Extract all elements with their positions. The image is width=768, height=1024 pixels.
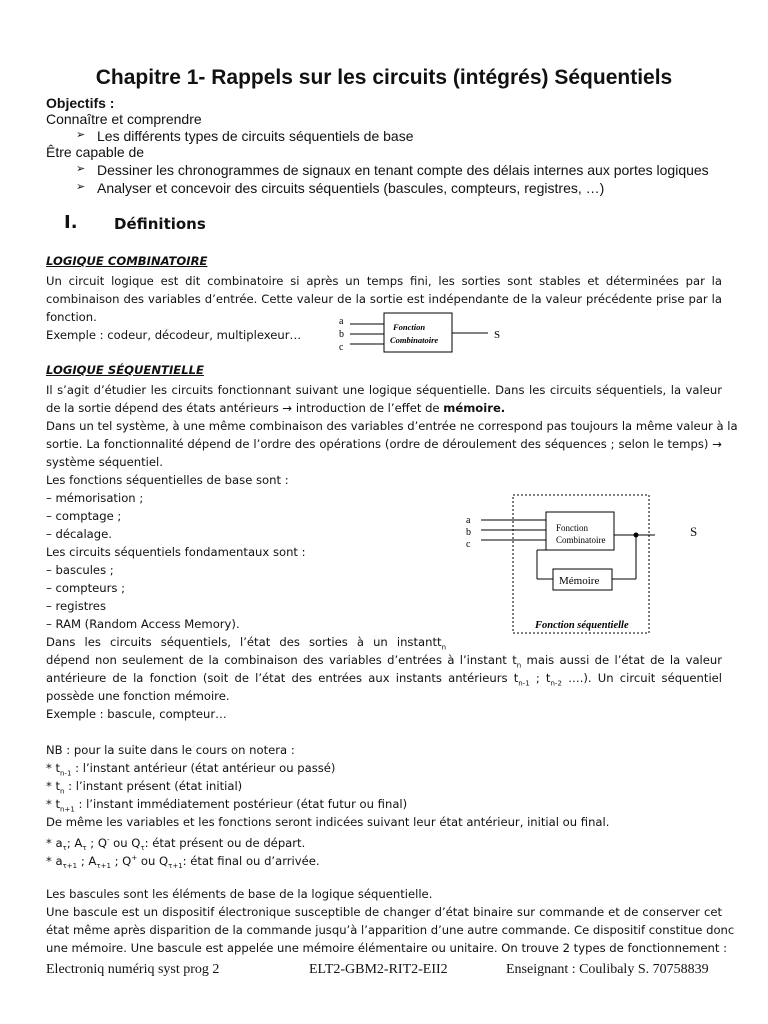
text-line [46,633,446,651]
box-label: Combinatoire [390,335,439,345]
list-line: Les circuits séquentiels fondamentaux sont : [46,545,306,559]
list-line: – compteurs ; [46,581,126,595]
diagram-caption: Fonction séquentielle [535,620,629,631]
text-span: dépend non seulement de la combinaison des variables d’entrées à l’instant [46,653,507,667]
footer-left: Electroniq numériq syst prog 2 [46,962,220,977]
list-line: – registres [46,599,106,613]
nb-line: * $a_\tau$; $A_\tau$ ; Q- ou $Q_\tau$: état présent ou de départ. [46,835,306,853]
nb-section [46,741,722,871]
text-span: : l’instant présent (état initial) [68,779,243,793]
bascules-paragraph [46,885,735,957]
sequential-diagram [455,492,655,638]
text-span: Dans les circuits séquentiels, l’état des sorties à un instant [46,635,438,649]
text-span: ….). Un circuit séquentiel [568,671,723,685]
text-line: sortie. La fonctionnalité dépend de l’ordre des opérations (ordre de déroulement des séquences ; selon le temps) → [46,437,722,451]
text-line: fonction. [46,310,97,324]
text-line: Dans un tel système, à une même combinaison des variables d’entrée ne correspond pas toujours la même valeur à la [46,419,738,433]
objectives-heading: Objectifs : [46,95,115,111]
output-label: S [690,524,698,539]
text-line: possède une fonction mémoire. [46,689,230,703]
list-line: Les fonctions séquentielles de base sont : [46,473,289,487]
arrow-bullet-icon: ➢ [76,180,86,193]
text-line: Il s’agit d’étudier les circuits fonctionnant suivant une logique séquentielle. Dans les circuits séquentiels, la valeur [46,383,722,397]
box-label: Fonction [556,523,589,533]
combinatoire-heading: LOGIQUE COMBINATOIRE [46,254,208,268]
nb-line: * $t_n$ : l’instant présent (état initial) [46,779,243,796]
objective-item: Les différents types de circuits séquentiels de base [97,128,414,144]
page-title: Chapitre 1- Rappels sur les circuits (intégrés) Séquentiels [95,66,673,89]
box-label: Fonction [393,322,426,332]
text-line: combinaison des variables d’entrée. Cette valeur de la sortie est indépendante de la valeur précédente prise par la [46,292,722,306]
text-line: dépend non seulement de la combinaison des variables d’entrées à l’instant $t_n$ mais aussi de l’état de la valeur [46,653,723,670]
objective-item: Analyser et concevoir des circuits séquentiels (bascules, compteurs, registres, …) [97,180,605,196]
text-line: Une bascule est un dispositif électronique susceptible de changer d’état binaire sur commande et de conserver cet [46,905,722,919]
footer-center: ELT2-GBM2-RIT2-EII2 [309,962,448,977]
text-line: système séquentiel. [46,455,163,469]
footer-right: Enseignant : Coulibaly S. 70758839 [506,962,709,977]
list-line: – comptage ; [46,509,122,523]
nb-line: * $t_{n-1}$ : l’instant antérieur (état antérieur ou passé) [46,761,336,778]
text-line: une mémoire. Une bascule est appelée une mémoire élémentaire ou unitaire. On trouve 2 types de fonctionnement : [46,941,727,955]
input-c-label: c [466,539,471,550]
input-a-label: a [466,515,471,526]
list-line: – décalage. [46,527,112,541]
text-line: Un circuit logique est dit combinatoire si après un temps fini, les sorties sont stables et déterminées par la [46,274,722,288]
arrow-bullet-icon: ➢ [76,128,86,141]
text-span: : l’instant antérieur (état antérieur ou passé) [75,761,336,775]
text-span: : l’instant immédiatement postérieur (état futur ou final) [78,797,408,811]
nb-same: De même les variables et les fonctions seront indicées suivant leur état antérieur, initial ou final. [46,815,610,829]
junction-dot [634,533,639,538]
arrow-bullet-icon: ➢ [76,162,86,175]
nb-line: * $a_{\tau+1}$ ; $A_{\tau+1}$ ; Q+ ou $Q_{\tau+1}$: état final ou d’arrivée. [46,853,320,871]
combinatorial-diagram [330,308,510,358]
input-b-label: b [466,527,471,538]
nb-line: * $t_{n+1}$ : l’instant immédiatement postérieur (état futur ou final) [46,797,408,814]
memory-label: Mémoire [559,575,600,587]
sequentielle-example: Exemple : bascule, compteur… [46,707,227,721]
text-line [46,399,722,417]
input-a-label: a [339,316,344,327]
objective-item: Dessiner les chronogrammes de signaux en tenant compte des délais internes aux portes logiques [97,162,709,178]
output-label: S [494,329,501,341]
combinatoire-example: Exemple : codeur, décodeur, multiplexeur… [46,328,302,342]
text-span: de la sortie dépend des états antérieurs → introduction de l’effet de [46,401,444,415]
text-span: antérieure de la fonction (soit de l’état des entrées aux instants antérieurs [46,671,508,685]
box-label: Combinatoire [556,535,606,545]
objectives-able: Être capable de [46,144,145,160]
t-n-symbol: $t_n$ [437,635,446,652]
text-line: état même après disparition de la commande jusqu’à l’apparition d’une autre commande. Ce dispositif constitue donc [46,923,735,937]
text-line: antérieure de la fonction (soit de l’état des entrées aux instants antérieurs $t_{n-1}$ ; $t_{n-2}$ ….). Un circuit séquentiel [46,671,723,688]
list-line: – RAM (Random Access Memory). [46,617,240,631]
memoire-emphasis: mémoire. [443,401,506,415]
input-c-label: c [339,342,344,353]
section-title: Définitions [114,215,206,233]
list-line: – mémorisation ; [46,491,144,505]
text-line: Les bascules sont les éléments de base de la logique séquentielle. [46,887,433,901]
section-number: I. [64,212,78,233]
list-line: – bascules ; [46,563,114,577]
sequentielle-heading: LOGIQUE SÉQUENTIELLE [46,363,204,377]
nb-intro: NB : pour la suite dans le cours on notera : [46,743,295,757]
text-span: état présent ou de départ. [152,835,306,850]
text-span: état final ou d’arrivée. [190,853,320,868]
objectives-know: Connaître et comprendre [46,111,202,127]
input-b-label: b [339,329,344,340]
text-span: mais aussi de l’état de la valeur [526,653,723,667]
